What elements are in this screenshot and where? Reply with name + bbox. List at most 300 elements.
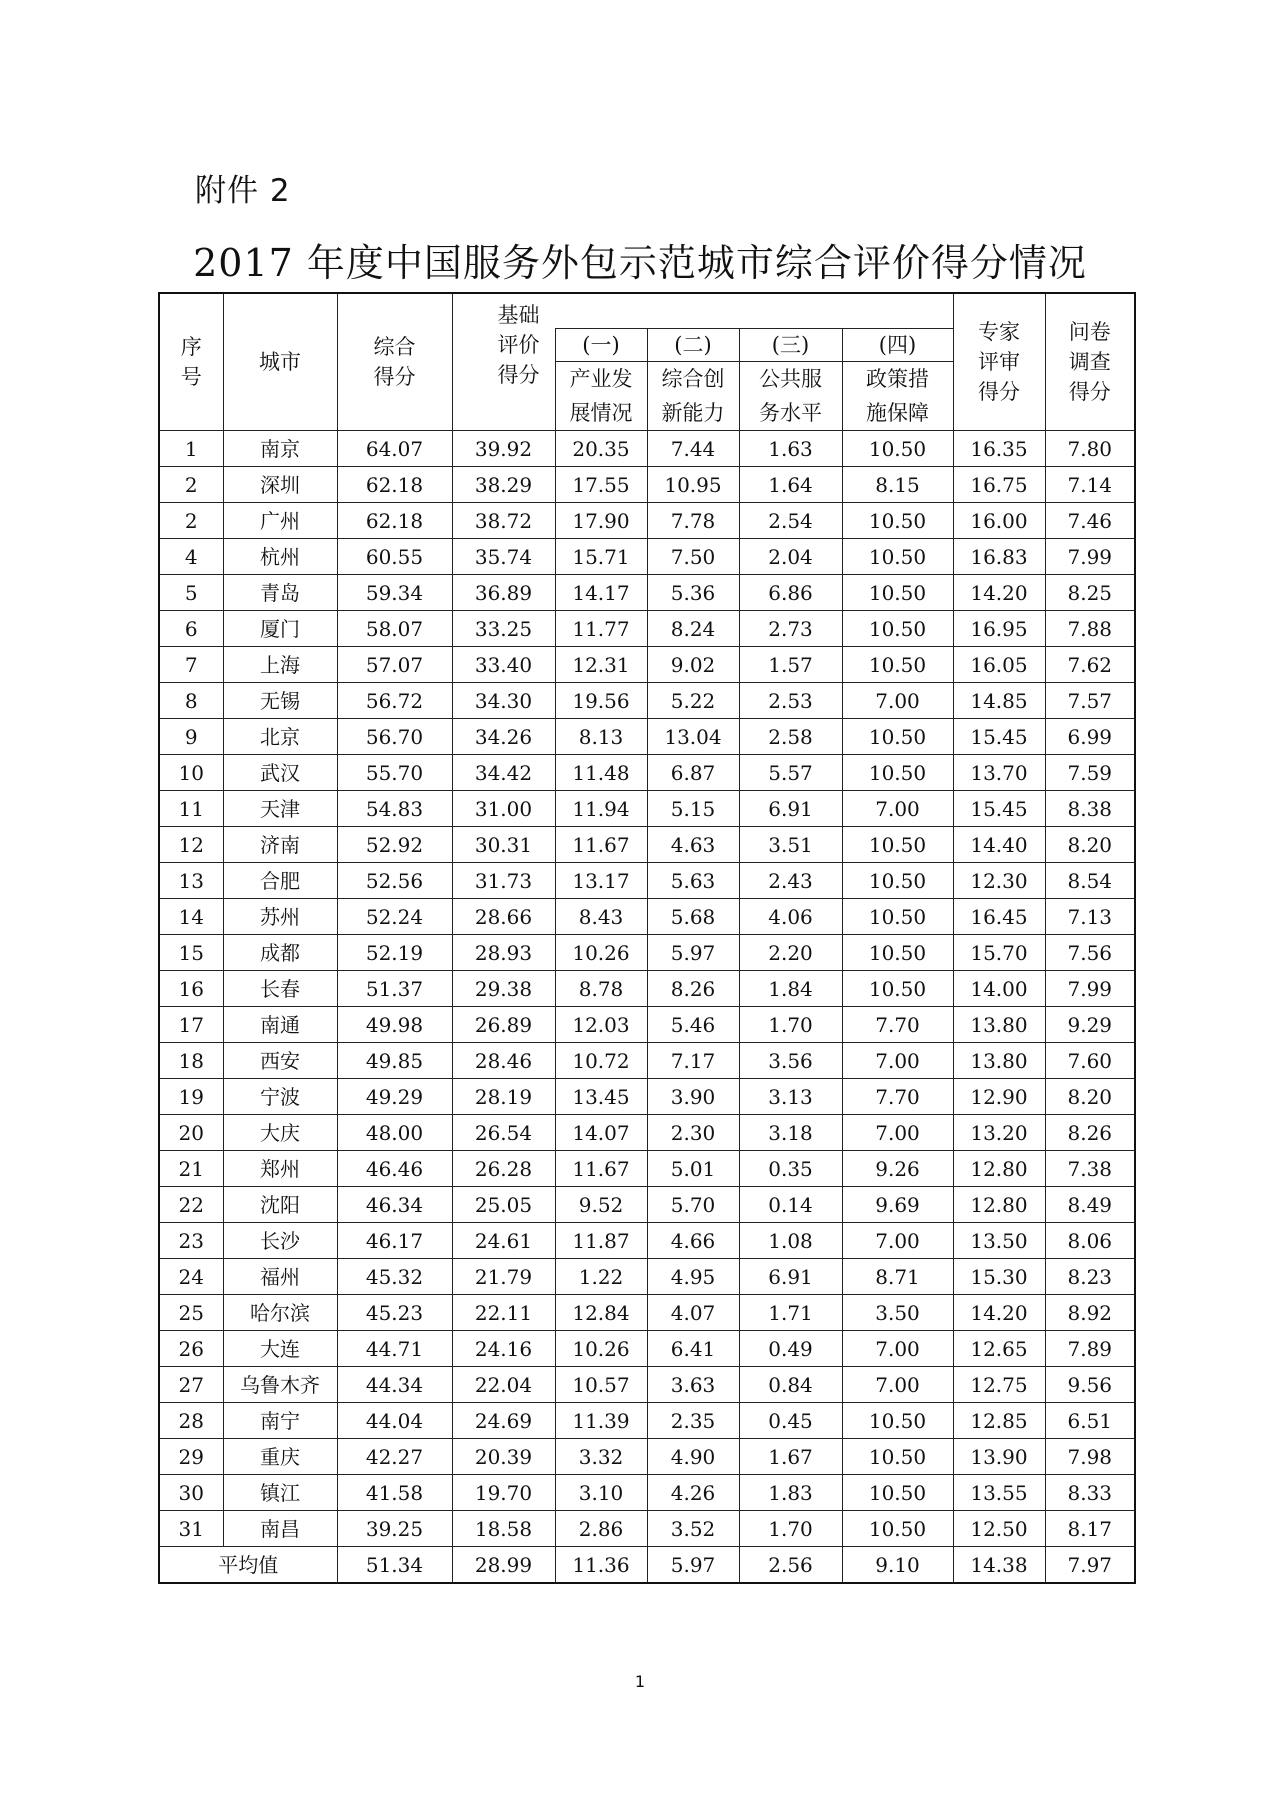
score-cell: 41.58: [337, 1475, 452, 1511]
score-cell: 7.00: [842, 791, 953, 827]
score-cell: 36.89: [452, 575, 555, 611]
rank-cell: 16: [159, 971, 223, 1007]
score-cell: 15.30: [953, 1259, 1045, 1295]
city-cell: 南昌: [223, 1511, 337, 1547]
score-cell: 14.20: [953, 575, 1045, 611]
score-cell: 4.06: [739, 899, 842, 935]
score-cell: 44.04: [337, 1403, 452, 1439]
score-cell: 10.50: [842, 935, 953, 971]
score-cell: 33.25: [452, 611, 555, 647]
city-cell: 广州: [223, 503, 337, 539]
header-survey-score: 问卷 调查 得分: [1045, 293, 1135, 431]
score-cell: 19.56: [555, 683, 647, 719]
score-cell: 5.57: [739, 755, 842, 791]
rank-cell: 20: [159, 1115, 223, 1151]
score-cell: 19.70: [452, 1475, 555, 1511]
average-cell: 2.56: [739, 1547, 842, 1584]
rank-cell: 30: [159, 1475, 223, 1511]
score-cell: 10.57: [555, 1367, 647, 1403]
city-cell: 上海: [223, 647, 337, 683]
score-cell: 7.56: [1045, 935, 1135, 971]
table-row: [159, 647, 1135, 683]
score-cell: 28.19: [452, 1079, 555, 1115]
table-row: [159, 539, 1135, 575]
score-cell: 12.90: [953, 1079, 1045, 1115]
score-cell: 9.02: [647, 647, 739, 683]
score-cell: 13.80: [953, 1043, 1045, 1079]
score-cell: 24.61: [452, 1223, 555, 1259]
score-cell: 6.91: [739, 791, 842, 827]
score-cell: 2.73: [739, 611, 842, 647]
header-base-score: 基础 评价 得分: [452, 293, 555, 431]
header-public-service: [739, 329, 842, 431]
header-rank: 序 号: [159, 293, 223, 431]
table-row: [159, 1475, 1135, 1511]
header-base-spacer: [555, 293, 953, 329]
header-sub2-label: 综合创 新能力: [661, 367, 725, 425]
score-cell: 11.67: [555, 1151, 647, 1187]
score-cell: 7.99: [1045, 539, 1135, 575]
rank-cell: 28: [159, 1403, 223, 1439]
score-cell: 3.63: [647, 1367, 739, 1403]
header-sub1-number: (一): [556, 329, 647, 362]
score-cell: 7.17: [647, 1043, 739, 1079]
score-cell: 31.73: [452, 863, 555, 899]
rank-cell: 5: [159, 575, 223, 611]
rank-cell: 13: [159, 863, 223, 899]
score-cell: 16.45: [953, 899, 1045, 935]
header-sub1-label: 产业发 展情况: [569, 367, 633, 425]
score-cell: 12.03: [555, 1007, 647, 1043]
score-cell: 7.14: [1045, 467, 1135, 503]
score-cell: 6.99: [1045, 719, 1135, 755]
score-cell: 16.05: [953, 647, 1045, 683]
score-cell: 2.54: [739, 503, 842, 539]
score-cell: 25.05: [452, 1187, 555, 1223]
score-cell: 45.23: [337, 1295, 452, 1331]
score-cell: 49.29: [337, 1079, 452, 1115]
header-expert-score: 专家 评审 得分: [953, 293, 1045, 431]
header-sub3-number: (三): [740, 329, 842, 362]
score-cell: 15.45: [953, 719, 1045, 755]
rank-cell: 8: [159, 683, 223, 719]
rank-cell: 17: [159, 1007, 223, 1043]
score-cell: 4.95: [647, 1259, 739, 1295]
score-cell: 13.45: [555, 1079, 647, 1115]
score-cell: 45.32: [337, 1259, 452, 1295]
score-cell: 5.97: [647, 935, 739, 971]
score-cell: 11.48: [555, 755, 647, 791]
score-cell: 2.20: [739, 935, 842, 971]
score-cell: 9.56: [1045, 1367, 1135, 1403]
score-cell: 5.15: [647, 791, 739, 827]
score-cell: 24.69: [452, 1403, 555, 1439]
score-cell: 5.46: [647, 1007, 739, 1043]
score-cell: 3.51: [739, 827, 842, 863]
score-cell: 7.88: [1045, 611, 1135, 647]
score-cell: 7.13: [1045, 899, 1135, 935]
average-cell: 7.97: [1045, 1547, 1135, 1584]
header-sub4-number: (四): [843, 329, 953, 362]
score-cell: 10.50: [842, 431, 953, 467]
score-cell: 62.18: [337, 503, 452, 539]
score-cell: 59.34: [337, 575, 452, 611]
score-cell: 16.95: [953, 611, 1045, 647]
score-cell: 14.85: [953, 683, 1045, 719]
page-number: 1: [634, 1672, 646, 1691]
score-cell: 20.35: [555, 431, 647, 467]
score-cell: 11.67: [555, 827, 647, 863]
table-row: [159, 791, 1135, 827]
score-cell: 60.55: [337, 539, 452, 575]
rank-cell: 21: [159, 1151, 223, 1187]
table-row: [159, 1367, 1135, 1403]
rank-cell: 27: [159, 1367, 223, 1403]
city-cell: 天津: [223, 791, 337, 827]
score-cell: 39.92: [452, 431, 555, 467]
score-cell: 56.70: [337, 719, 452, 755]
city-cell: 宁波: [223, 1079, 337, 1115]
score-cell: 16.00: [953, 503, 1045, 539]
score-cell: 6.87: [647, 755, 739, 791]
score-cell: 52.56: [337, 863, 452, 899]
score-cell: 52.19: [337, 935, 452, 971]
average-label: 平均值: [159, 1547, 337, 1584]
score-cell: 8.23: [1045, 1259, 1135, 1295]
score-cell: 8.20: [1045, 1079, 1135, 1115]
score-cell: 7.62: [1045, 647, 1135, 683]
score-cell: 34.42: [452, 755, 555, 791]
score-cell: 11.77: [555, 611, 647, 647]
score-cell: 6.51: [1045, 1403, 1135, 1439]
score-cell: 13.04: [647, 719, 739, 755]
score-cell: 7.44: [647, 431, 739, 467]
table-row: [159, 827, 1135, 863]
city-cell: 重庆: [223, 1439, 337, 1475]
score-cell: 46.46: [337, 1151, 452, 1187]
score-cell: 13.55: [953, 1475, 1045, 1511]
rank-cell: 29: [159, 1439, 223, 1475]
score-cell: 21.79: [452, 1259, 555, 1295]
score-cell: 6.41: [647, 1331, 739, 1367]
city-cell: 成都: [223, 935, 337, 971]
table-row: [159, 1223, 1135, 1259]
score-cell: 8.33: [1045, 1475, 1135, 1511]
score-cell: 8.54: [1045, 863, 1135, 899]
score-cell: 12.50: [953, 1511, 1045, 1547]
score-cell: 10.50: [842, 1511, 953, 1547]
score-cell: 8.25: [1045, 575, 1135, 611]
score-cell: 9.29: [1045, 1007, 1135, 1043]
header-innovation: [647, 329, 739, 431]
city-cell: 南宁: [223, 1403, 337, 1439]
rank-cell: 2: [159, 503, 223, 539]
rank-cell: 22: [159, 1187, 223, 1223]
score-cell: 9.26: [842, 1151, 953, 1187]
table-row: [159, 755, 1135, 791]
score-cell: 46.34: [337, 1187, 452, 1223]
rank-cell: 25: [159, 1295, 223, 1331]
score-cell: 4.63: [647, 827, 739, 863]
score-cell: 10.95: [647, 467, 739, 503]
score-cell: 7.78: [647, 503, 739, 539]
score-cell: 10.50: [842, 971, 953, 1007]
city-cell: 苏州: [223, 899, 337, 935]
score-cell: 15.70: [953, 935, 1045, 971]
city-cell: 西安: [223, 1043, 337, 1079]
score-cell: 14.20: [953, 1295, 1045, 1331]
table-row: [159, 899, 1135, 935]
score-cell: 5.68: [647, 899, 739, 935]
rank-cell: 12: [159, 827, 223, 863]
score-cell: 51.37: [337, 971, 452, 1007]
score-cell: 8.49: [1045, 1187, 1135, 1223]
table-row: [159, 1295, 1135, 1331]
city-cell: 合肥: [223, 863, 337, 899]
score-cell: 7.98: [1045, 1439, 1135, 1475]
table-row: [159, 683, 1135, 719]
score-cell: 28.93: [452, 935, 555, 971]
rank-cell: 23: [159, 1223, 223, 1259]
score-cell: 13.70: [953, 755, 1045, 791]
score-cell: 6.91: [739, 1259, 842, 1295]
score-cell: 9.52: [555, 1187, 647, 1223]
city-cell: 大连: [223, 1331, 337, 1367]
score-cell: 1.83: [739, 1475, 842, 1511]
score-cell: 0.14: [739, 1187, 842, 1223]
score-cell: 35.74: [452, 539, 555, 575]
score-cell: 10.26: [555, 1331, 647, 1367]
score-cell: 26.89: [452, 1007, 555, 1043]
table-row: [159, 575, 1135, 611]
score-cell: 8.26: [647, 971, 739, 1007]
score-cell: 44.34: [337, 1367, 452, 1403]
rank-cell: 19: [159, 1079, 223, 1115]
score-cell: 10.50: [842, 611, 953, 647]
score-cell: 18.58: [452, 1511, 555, 1547]
score-cell: 26.54: [452, 1115, 555, 1151]
table-row: [159, 1331, 1135, 1367]
city-cell: 哈尔滨: [223, 1295, 337, 1331]
score-cell: 7.99: [1045, 971, 1135, 1007]
city-cell: 福州: [223, 1259, 337, 1295]
header-total-score: 综合 得分: [337, 293, 452, 431]
score-cell: 7.57: [1045, 683, 1135, 719]
score-cell: 2.86: [555, 1511, 647, 1547]
header-city: 城市: [223, 293, 337, 431]
table-row: [159, 431, 1135, 467]
score-cell: 8.15: [842, 467, 953, 503]
score-cell: 7.00: [842, 1367, 953, 1403]
score-cell: 8.78: [555, 971, 647, 1007]
table-row: [159, 1187, 1135, 1223]
rank-cell: 7: [159, 647, 223, 683]
score-cell: 0.35: [739, 1151, 842, 1187]
score-cell: 2.58: [739, 719, 842, 755]
city-cell: 南京: [223, 431, 337, 467]
score-cell: 12.84: [555, 1295, 647, 1331]
city-cell: 北京: [223, 719, 337, 755]
score-cell: 7.00: [842, 1331, 953, 1367]
score-cell: 10.50: [842, 899, 953, 935]
score-cell: 0.45: [739, 1403, 842, 1439]
score-cell: 7.89: [1045, 1331, 1135, 1367]
table-row: [159, 1079, 1135, 1115]
score-cell: 2.35: [647, 1403, 739, 1439]
score-cell: 16.75: [953, 467, 1045, 503]
score-cell: 52.24: [337, 899, 452, 935]
city-cell: 青岛: [223, 575, 337, 611]
score-cell: 5.36: [647, 575, 739, 611]
score-cell: 1.57: [739, 647, 842, 683]
score-cell: 5.70: [647, 1187, 739, 1223]
rank-cell: 14: [159, 899, 223, 935]
score-cell: 8.17: [1045, 1511, 1135, 1547]
score-cell: 4.90: [647, 1439, 739, 1475]
rank-cell: 2: [159, 467, 223, 503]
score-cell: 11.87: [555, 1223, 647, 1259]
score-table: [158, 292, 1136, 1584]
score-cell: 7.70: [842, 1079, 953, 1115]
score-cell: 4.66: [647, 1223, 739, 1259]
rank-cell: 10: [159, 755, 223, 791]
city-cell: 深圳: [223, 467, 337, 503]
score-cell: 3.18: [739, 1115, 842, 1151]
score-cell: 10.50: [842, 863, 953, 899]
score-cell: 12.75: [953, 1367, 1045, 1403]
table-row: [159, 1115, 1135, 1151]
table-row: [159, 1439, 1135, 1475]
score-cell: 2.53: [739, 683, 842, 719]
score-cell: 2.43: [739, 863, 842, 899]
average-cell: 14.38: [953, 1547, 1045, 1584]
score-cell: 49.98: [337, 1007, 452, 1043]
header-industry-development: [555, 329, 647, 431]
score-cell: 5.01: [647, 1151, 739, 1187]
city-cell: 杭州: [223, 539, 337, 575]
score-cell: 2.04: [739, 539, 842, 575]
table-row: [159, 863, 1135, 899]
score-cell: 14.40: [953, 827, 1045, 863]
attachment-label: 附件 2: [195, 173, 291, 209]
score-cell: 13.20: [953, 1115, 1045, 1151]
score-cell: 5.22: [647, 683, 739, 719]
rank-cell: 9: [159, 719, 223, 755]
score-cell: 11.39: [555, 1403, 647, 1439]
score-cell: 8.13: [555, 719, 647, 755]
score-cell: 10.50: [842, 1403, 953, 1439]
score-cell: 16.35: [953, 431, 1045, 467]
score-cell: 48.00: [337, 1115, 452, 1151]
score-cell: 3.50: [842, 1295, 953, 1331]
table-row: [159, 1007, 1135, 1043]
score-cell: 7.59: [1045, 755, 1135, 791]
table-row: [159, 1043, 1135, 1079]
score-cell: 1.22: [555, 1259, 647, 1295]
score-cell: 8.38: [1045, 791, 1135, 827]
city-cell: 长沙: [223, 1223, 337, 1259]
average-row: [159, 1547, 1135, 1584]
score-cell: 3.56: [739, 1043, 842, 1079]
rank-cell: 15: [159, 935, 223, 971]
score-cell: 10.50: [842, 827, 953, 863]
score-cell: 2.30: [647, 1115, 739, 1151]
score-cell: 7.00: [842, 1223, 953, 1259]
score-cell: 24.16: [452, 1331, 555, 1367]
city-cell: 大庆: [223, 1115, 337, 1151]
table-row: [159, 503, 1135, 539]
table-row: [159, 719, 1135, 755]
header-policy: [842, 329, 953, 431]
score-cell: 7.50: [647, 539, 739, 575]
score-cell: 6.86: [739, 575, 842, 611]
score-cell: 15.71: [555, 539, 647, 575]
score-cell: 7.70: [842, 1007, 953, 1043]
city-cell: 郑州: [223, 1151, 337, 1187]
score-cell: 16.83: [953, 539, 1045, 575]
score-cell: 10.50: [842, 647, 953, 683]
score-cell: 7.00: [842, 1115, 953, 1151]
score-cell: 28.66: [452, 899, 555, 935]
score-cell: 64.07: [337, 431, 452, 467]
score-cell: 62.18: [337, 467, 452, 503]
score-cell: 12.80: [953, 1187, 1045, 1223]
score-cell: 31.00: [452, 791, 555, 827]
score-cell: 10.26: [555, 935, 647, 971]
average-cell: 11.36: [555, 1547, 647, 1584]
score-cell: 8.26: [1045, 1115, 1135, 1151]
table-row: [159, 1259, 1135, 1295]
score-cell: 3.52: [647, 1511, 739, 1547]
score-cell: 10.50: [842, 575, 953, 611]
score-cell: 30.31: [452, 827, 555, 863]
header-sub3-label: 公共服 务水平: [759, 367, 822, 425]
score-cell: 17.90: [555, 503, 647, 539]
table-row: [159, 935, 1135, 971]
rank-cell: 4: [159, 539, 223, 575]
header-sub4-label: 政策措 施保障: [866, 367, 929, 425]
score-cell: 22.04: [452, 1367, 555, 1403]
score-cell: 1.70: [739, 1511, 842, 1547]
score-cell: 7.00: [842, 683, 953, 719]
score-cell: 46.17: [337, 1223, 452, 1259]
score-cell: 7.60: [1045, 1043, 1135, 1079]
city-cell: 无锡: [223, 683, 337, 719]
score-cell: 1.84: [739, 971, 842, 1007]
average-cell: 51.34: [337, 1547, 452, 1584]
city-cell: 厦门: [223, 611, 337, 647]
score-cell: 10.50: [842, 755, 953, 791]
score-cell: 58.07: [337, 611, 452, 647]
score-cell: 3.10: [555, 1475, 647, 1511]
score-cell: 10.50: [842, 503, 953, 539]
score-cell: 8.43: [555, 899, 647, 935]
score-cell: 12.85: [953, 1403, 1045, 1439]
score-cell: 57.07: [337, 647, 452, 683]
city-cell: 镇江: [223, 1475, 337, 1511]
score-cell: 5.63: [647, 863, 739, 899]
score-cell: 10.72: [555, 1043, 647, 1079]
rank-cell: 26: [159, 1331, 223, 1367]
score-cell: 15.45: [953, 791, 1045, 827]
table-row: [159, 1403, 1135, 1439]
table-row: [159, 971, 1135, 1007]
city-cell: 武汉: [223, 755, 337, 791]
city-cell: 南通: [223, 1007, 337, 1043]
average-cell: 5.97: [647, 1547, 739, 1584]
score-cell: 0.84: [739, 1367, 842, 1403]
score-cell: 33.40: [452, 647, 555, 683]
